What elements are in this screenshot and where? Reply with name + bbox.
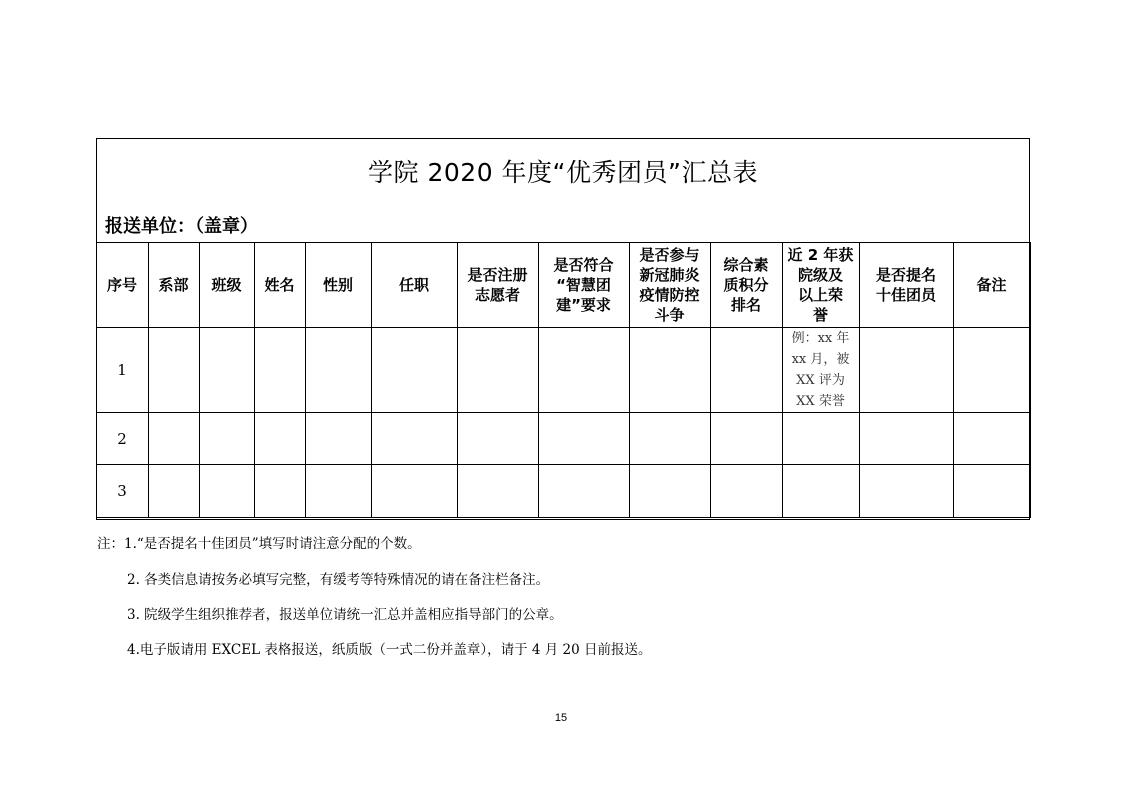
header-cell: 是否注册 志愿者 [457, 243, 538, 328]
gender-cell[interactable] [305, 465, 371, 518]
header-cell: 系部 [148, 243, 199, 328]
gender-cell[interactable] [305, 328, 371, 413]
remarks-cell[interactable] [953, 413, 1030, 465]
page-number: 15 [554, 712, 568, 724]
nomination-cell[interactable] [859, 328, 953, 413]
position-cell[interactable] [371, 413, 457, 465]
honors-cell[interactable]: 例：xx 年 xx 月，被 XX 评为 XX 荣誉 [782, 328, 859, 413]
note-item: 2. 各类信息请按务必填写完整，有缓考等特殊情况的请在备注栏备注。 [127, 572, 550, 588]
gender-cell[interactable] [305, 413, 371, 465]
header-cell: 近 2 年获 院级及 以上荣 誉 [782, 243, 859, 328]
table-row [96, 465, 1030, 518]
table-row [96, 328, 1030, 413]
row-number: 1 [96, 328, 148, 413]
header-cell: 姓名 [254, 243, 305, 328]
position-cell[interactable] [371, 328, 457, 413]
header-cell: 综合素 质积分 排名 [710, 243, 782, 328]
covid-cell[interactable] [629, 328, 710, 413]
nomination-cell[interactable] [859, 413, 953, 465]
ranking-cell[interactable] [710, 465, 782, 518]
header-cell: 任职 [371, 243, 457, 328]
header-cell: 是否提名 十佳团员 [859, 243, 953, 328]
honors-cell[interactable] [782, 413, 859, 465]
class-cell[interactable] [199, 413, 254, 465]
honor-summary-table [96, 242, 1031, 518]
header-cell: 是否参与 新冠肺炎 疫情防控 斗争 [629, 243, 710, 328]
reporting-unit-label: 报送单位：（盖章） [105, 216, 258, 237]
ranking-cell[interactable] [710, 413, 782, 465]
row-number: 2 [96, 413, 148, 465]
class-cell[interactable] [199, 465, 254, 518]
name-cell[interactable] [254, 413, 305, 465]
department-cell[interactable] [148, 328, 199, 413]
department-cell[interactable] [148, 413, 199, 465]
header-row [96, 243, 1030, 328]
summary-table-frame [96, 138, 1030, 520]
smart-league-cell[interactable] [538, 328, 629, 413]
note-item: 注：1.“是否提名十佳团员”填写时请注意分配的个数。 [97, 536, 421, 552]
volunteer-cell[interactable] [457, 465, 538, 518]
name-cell[interactable] [254, 465, 305, 518]
volunteer-cell[interactable] [457, 413, 538, 465]
note-item: 4.电子版请用 EXCEL 表格报送，纸质版（一式二份并盖章），请于 4 月 20 日前报送。 [127, 642, 652, 658]
row-number: 3 [96, 465, 148, 518]
ranking-cell[interactable] [710, 328, 782, 413]
name-cell[interactable] [254, 328, 305, 413]
table-row [96, 413, 1030, 465]
remarks-cell[interactable] [953, 465, 1030, 518]
department-cell[interactable] [148, 465, 199, 518]
volunteer-cell[interactable] [457, 328, 538, 413]
header-cell: 性别 [305, 243, 371, 328]
header-cell: 是否符合 “智慧团 建”要求 [538, 243, 629, 328]
covid-cell[interactable] [629, 413, 710, 465]
smart-league-cell[interactable] [538, 413, 629, 465]
remarks-cell[interactable] [953, 328, 1030, 413]
smart-league-cell[interactable] [538, 465, 629, 518]
header-cell: 备注 [953, 243, 1030, 328]
position-cell[interactable] [371, 465, 457, 518]
covid-cell[interactable] [629, 465, 710, 518]
header-cell: 班级 [199, 243, 254, 328]
nomination-cell[interactable] [859, 465, 953, 518]
class-cell[interactable] [199, 328, 254, 413]
header-cell: 序号 [96, 243, 148, 328]
document-title: 学院 2020 年度“优秀团员”汇总表 [368, 158, 758, 187]
note-item: 3. 院级学生组织推荐者，报送单位请统一汇总并盖相应指导部门的公章。 [127, 607, 563, 623]
honors-cell[interactable] [782, 465, 859, 518]
